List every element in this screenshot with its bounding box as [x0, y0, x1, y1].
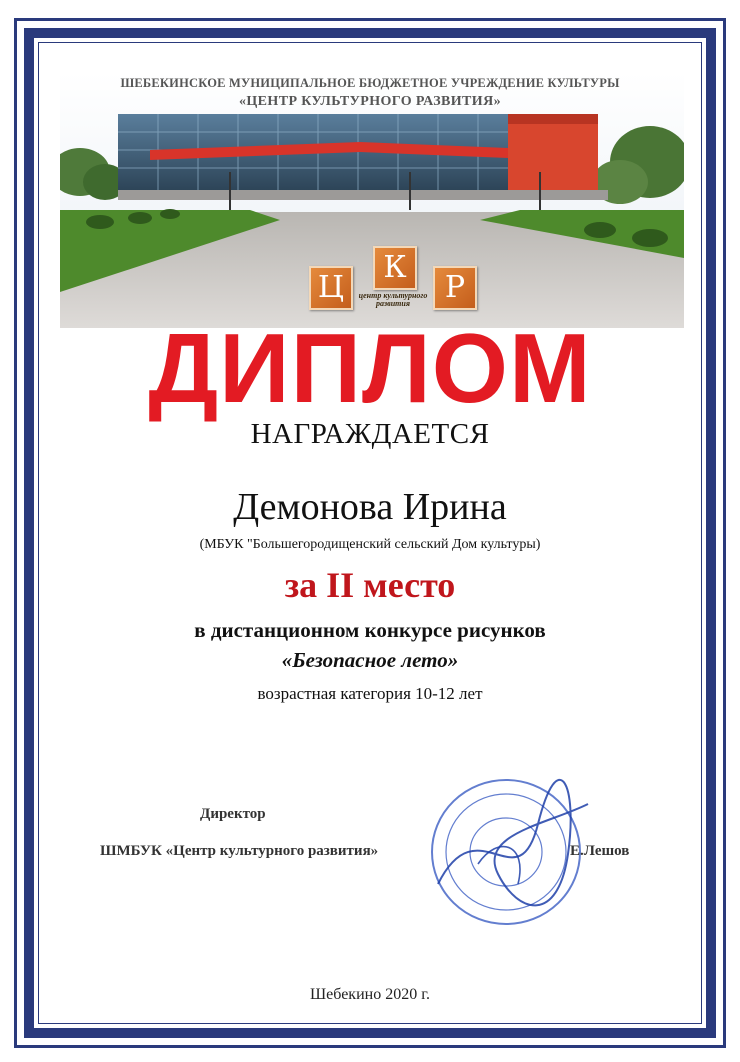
award-place: за II место [284, 565, 456, 605]
ckr-logo [309, 246, 477, 316]
logo-caption: центр культурного развития [358, 291, 428, 308]
logo-letter-k: К [373, 246, 417, 290]
signature-organization: ШМБУК «Центр культурного развития» [100, 843, 379, 859]
recipient-organization: (МБУК "Большегородищенский сельский Дом культуры) [199, 537, 541, 552]
diploma-title: ДИПЛОМ [148, 313, 592, 423]
age-category: возрастная категория 10-12 лет [257, 684, 483, 703]
institution-line-1: ШЕБЕКИНСКОЕ МУНИЦИПАЛЬНОЕ БЮДЖЕТНОЕ УЧРЕЖДЕНИЕ КУЛЬТУРЫ [120, 76, 620, 90]
signer-name: Е.Лешов [570, 843, 630, 859]
contest-name: «Безопасное лето» [281, 648, 459, 672]
director-position: Директор [200, 806, 266, 822]
logo-letter-r: Р [433, 266, 477, 310]
contest-description: в дистанционном конкурсе рисунков [194, 618, 546, 642]
institution-line-2: «ЦЕНТР КУЛЬТУРНОГО РАЗВИТИЯ» [238, 94, 501, 109]
logo-letter-c: Ц [309, 266, 353, 310]
recipient-name: Демонова Ирина [233, 486, 507, 528]
place-and-year: Шебекино 2020 г. [310, 986, 430, 1003]
awarded-label: НАГРАЖДАЕТСЯ [250, 418, 490, 450]
